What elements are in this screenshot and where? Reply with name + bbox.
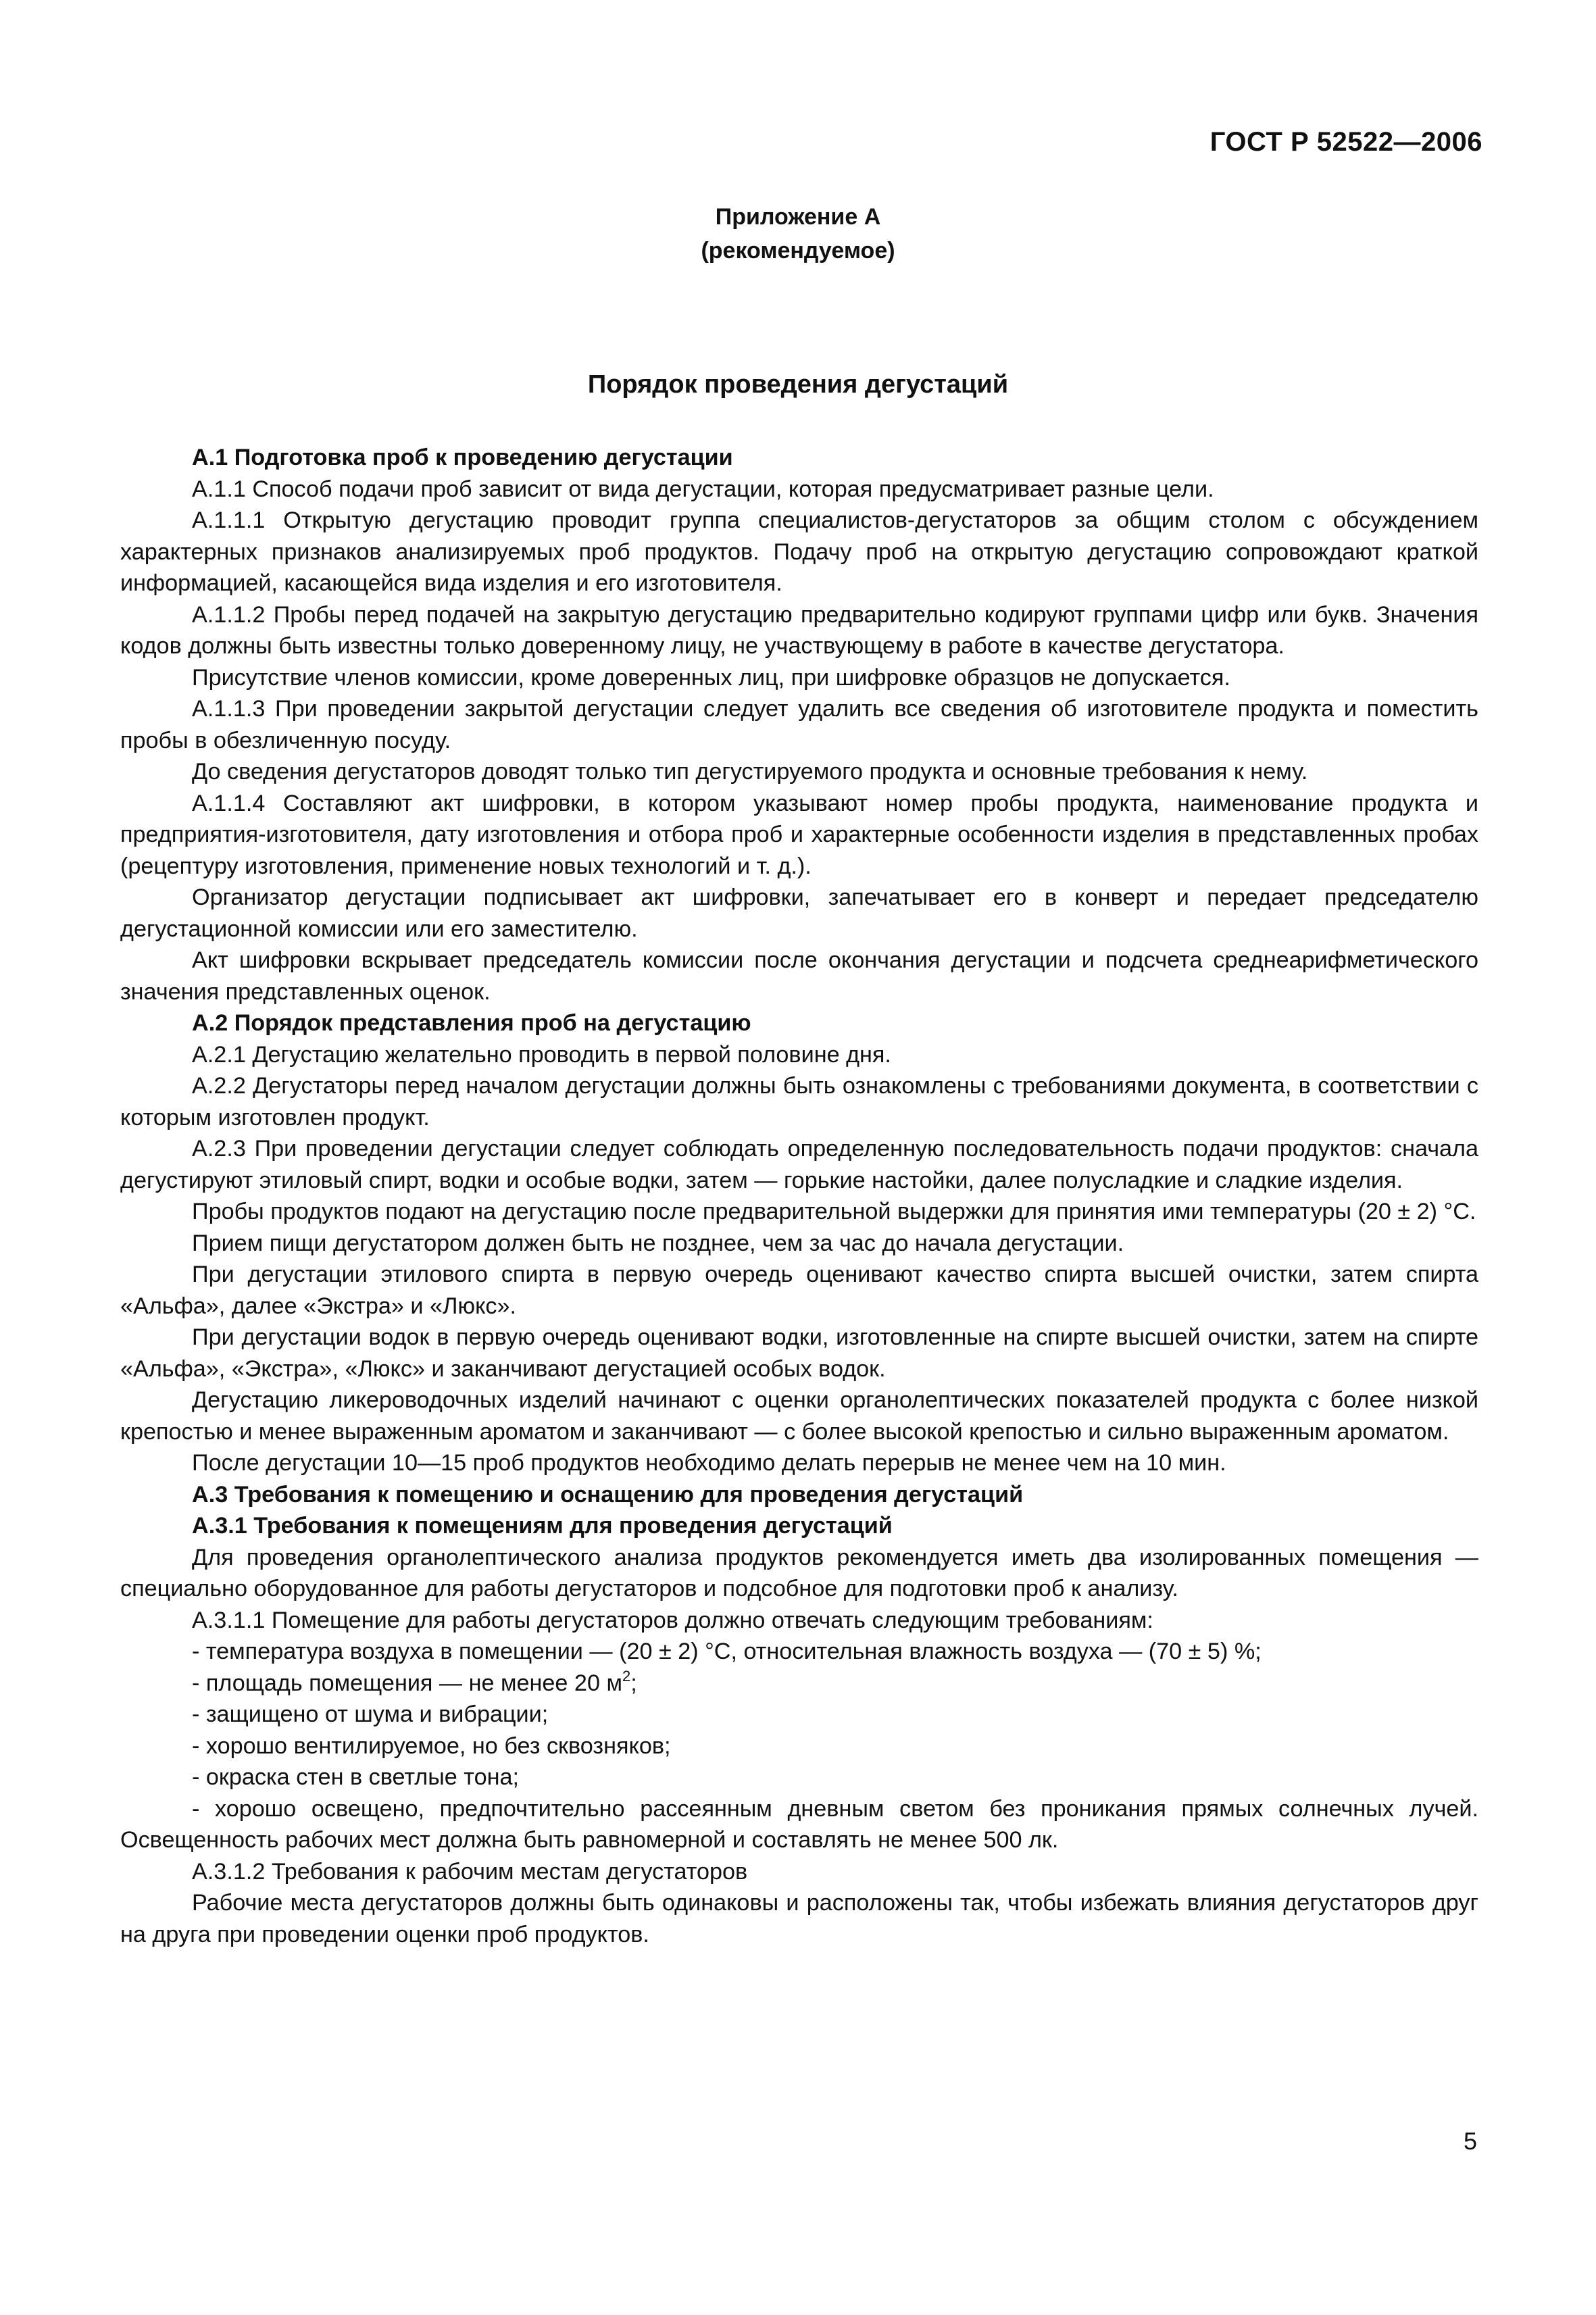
paragraph — [120, 756, 1478, 788]
paragraph-text: После дегустации 10—15 проб продуктов необходимо делать перерыв не менее чем на 10 мин. — [192, 1450, 1226, 1476]
paragraph-text: А.2.2 Дегустаторы перед началом дегустации должны быть ознакомлены с требованиями документа, в соответствии с которым изготовлен продукт. — [120, 1073, 1478, 1130]
paragraph-text: Рабочие места дегустаторов должны быть одинаковы и расположены так, чтобы избежать влияния дегустаторов друг на друга при проведении оценки проб продуктов. — [120, 1890, 1478, 1947]
paragraph — [120, 1228, 1478, 1260]
paragraph-text: Организатор дегустации подписывает акт шифровки, запечатывает его в конверт и передает председателю дегустационной комиссии или его заместителю. — [120, 885, 1478, 942]
paragraph-text: А.1.1 Способ подачи проб зависит от вида дегустации, которая предусматривает разные цели. — [192, 476, 1214, 502]
annex-status: (рекомендуемое) — [701, 238, 895, 264]
paragraph — [120, 1542, 1478, 1605]
paragraph — [120, 1259, 1478, 1322]
paragraph — [120, 1605, 1478, 1637]
paragraph-text: Присутствие членов комиссии, кроме доверенных лиц, при шифровке образцов не допускается. — [192, 664, 1230, 691]
paragraph — [120, 1447, 1478, 1479]
section-heading — [120, 1479, 1478, 1511]
paragraph-tail: ; — [630, 1670, 637, 1696]
section-heading — [120, 1007, 1478, 1039]
paragraph — [120, 1322, 1478, 1385]
paragraph — [120, 882, 1478, 945]
paragraph — [120, 1070, 1478, 1133]
paragraph-text: - окраска стен в светлые тона; — [192, 1764, 519, 1790]
paragraph — [120, 474, 1478, 505]
paragraph-text: - хорошо вентилируемое, но без сквозняков; — [192, 1733, 671, 1759]
annex-heading — [0, 200, 1596, 268]
paragraph — [120, 1668, 1478, 1699]
paragraph-text: Для проведения органолептического анализа продуктов рекомендуется иметь два изолированных помещения — специально оборудованное для работы дегустаторов и подсобное для подготовки проб к анализу. — [120, 1544, 1478, 1601]
paragraph-text: - температура воздуха в помещении — (20 ± 2) °С, относительная влажность воздуха — (70 ± 5) %; — [192, 1639, 1262, 1664]
paragraph — [120, 599, 1478, 662]
paragraph — [120, 505, 1478, 599]
section-title: Порядок проведения дегустаций — [587, 370, 1009, 399]
paragraph-text: А.2.3 При проведении дегустации следует соблюдать определенную последовательность подачи продуктов: сначала дегустируют этиловый спирт, водки и особые водки, затем — горькие настойки, далее полусладкие и сладкие изделия. — [120, 1136, 1478, 1193]
paragraph — [120, 1856, 1478, 1888]
paragraph-text: Пробы продуктов подают на дегустацию после предварительной выдержки для принятия ими температуры (20 ± 2) °С. — [192, 1199, 1476, 1224]
paragraph-text: А.2 Порядок представления проб на дегустацию — [192, 1010, 751, 1036]
superscript: 2 — [622, 1667, 631, 1685]
section-heading — [120, 442, 1478, 474]
paragraph — [120, 1793, 1478, 1856]
page-number: 5 — [1463, 2127, 1477, 2155]
paragraph — [120, 1636, 1478, 1668]
paragraph — [120, 945, 1478, 1007]
body-text — [120, 442, 1478, 1950]
paragraph — [120, 1196, 1478, 1228]
paragraph — [120, 788, 1478, 882]
paragraph — [120, 1133, 1478, 1196]
paragraph-text: При дегустации этилового спирта в первую очередь оценивают качество спирта высшей очистки, затем спирта «Альфа», далее «Экстра» и «Люкс». — [120, 1262, 1478, 1319]
annex-label: Приложение А — [715, 204, 881, 230]
paragraph-text: А.1.1.1 Открытую дегустацию проводит группа специалистов-дегустаторов за общим столом с обсуждением характерных признаков анализируемых проб продуктов. Подачу проб на открытую дегустацию сопровождают краткой информацией, касающейся вида изделия и его изготовителя. — [120, 507, 1478, 596]
paragraph — [120, 662, 1478, 694]
paragraph-text: - площадь помещения — не менее 20 м — [192, 1670, 622, 1696]
paragraph — [120, 693, 1478, 756]
paragraph-text: А.3.1.1 Помещение для работы дегустаторов должно отвечать следующим требованиям: — [192, 1607, 1153, 1633]
paragraph-text: А.3.1 Требования к помещениям для проведения дегустаций — [192, 1513, 893, 1539]
paragraph — [120, 1385, 1478, 1447]
paragraph-text: - хорошо освещено, предпочтительно рассеянным дневным светом без проникания прямых солнечных лучей. Освещенность рабочих мест должна быть равномерной и составлять не менее 500 лк. — [120, 1795, 1478, 1853]
paragraph-text: При дегустации водок в первую очередь оценивают водки, изготовленные на спирте высшей очистки, затем на спирте «Альфа», «Экстра», «Люкс» и заканчивают дегустацией особых водок. — [120, 1324, 1478, 1382]
paragraph-text: А.1.1.3 При проведении закрытой дегустации следует удалить все сведения об изготовителе продукта и поместить пробы в обезличенную посуду. — [120, 696, 1478, 753]
paragraph — [120, 1887, 1478, 1950]
paragraph-text: А.2.1 Дегустацию желательно проводить в первой половине дня. — [192, 1041, 891, 1068]
section-heading — [120, 1510, 1478, 1542]
paragraph-text: Дегустацию ликероводочных изделий начинают с оценки органолептических показателей продукта с более низкой крепостью и менее выраженным ароматом и заканчивают — с более высокой крепостью и сильно выраженным ароматом. — [120, 1387, 1478, 1445]
paragraph-text: Акт шифровки вскрывает председатель комиссии после окончания дегустации и подсчета среднеарифметического значения представленных оценок. — [120, 947, 1478, 1005]
paragraph-text: До сведения дегустаторов доводят только тип дегустируемого продукта и основные требования к нему. — [192, 759, 1308, 785]
paragraph-text: Прием пищи дегустатором должен быть не позднее, чем за час до начала дегустации. — [192, 1230, 1124, 1256]
paragraph-text: А.1.1.2 Пробы перед подачей на закрытую дегустацию предварительно кодируют группами цифр или букв. Значения кодов должны быть известны только доверенному лицу, не участвующему в работе в качестве дегустатора. — [120, 601, 1478, 659]
paragraph-text: А.3 Требования к помещению и оснащению для проведения дегустаций — [192, 1481, 1024, 1508]
paragraph-text: А.3.1.2 Требования к рабочим местам дегустаторов — [192, 1858, 748, 1885]
paragraph-text: А.1 Подготовка проб к проведению дегустации — [192, 445, 733, 470]
paragraph — [120, 1731, 1478, 1762]
paragraph-text: - защищено от шума и вибрации; — [192, 1701, 549, 1727]
paragraph — [120, 1039, 1478, 1071]
paragraph — [120, 1699, 1478, 1731]
paragraph — [120, 1762, 1478, 1793]
paragraph-text: А.1.1.4 Составляют акт шифровки, в котором указывают номер пробы продукта, наименование продукта и предприятия-изготовителя, дату изготовления и отбора проб и характерные особенности изделия в представленных пробах (рецептуру изготовления, применение новых технологий и т. д.). — [120, 790, 1478, 879]
standard-code: ГОСТ Р 52522—2006 — [1210, 127, 1482, 157]
